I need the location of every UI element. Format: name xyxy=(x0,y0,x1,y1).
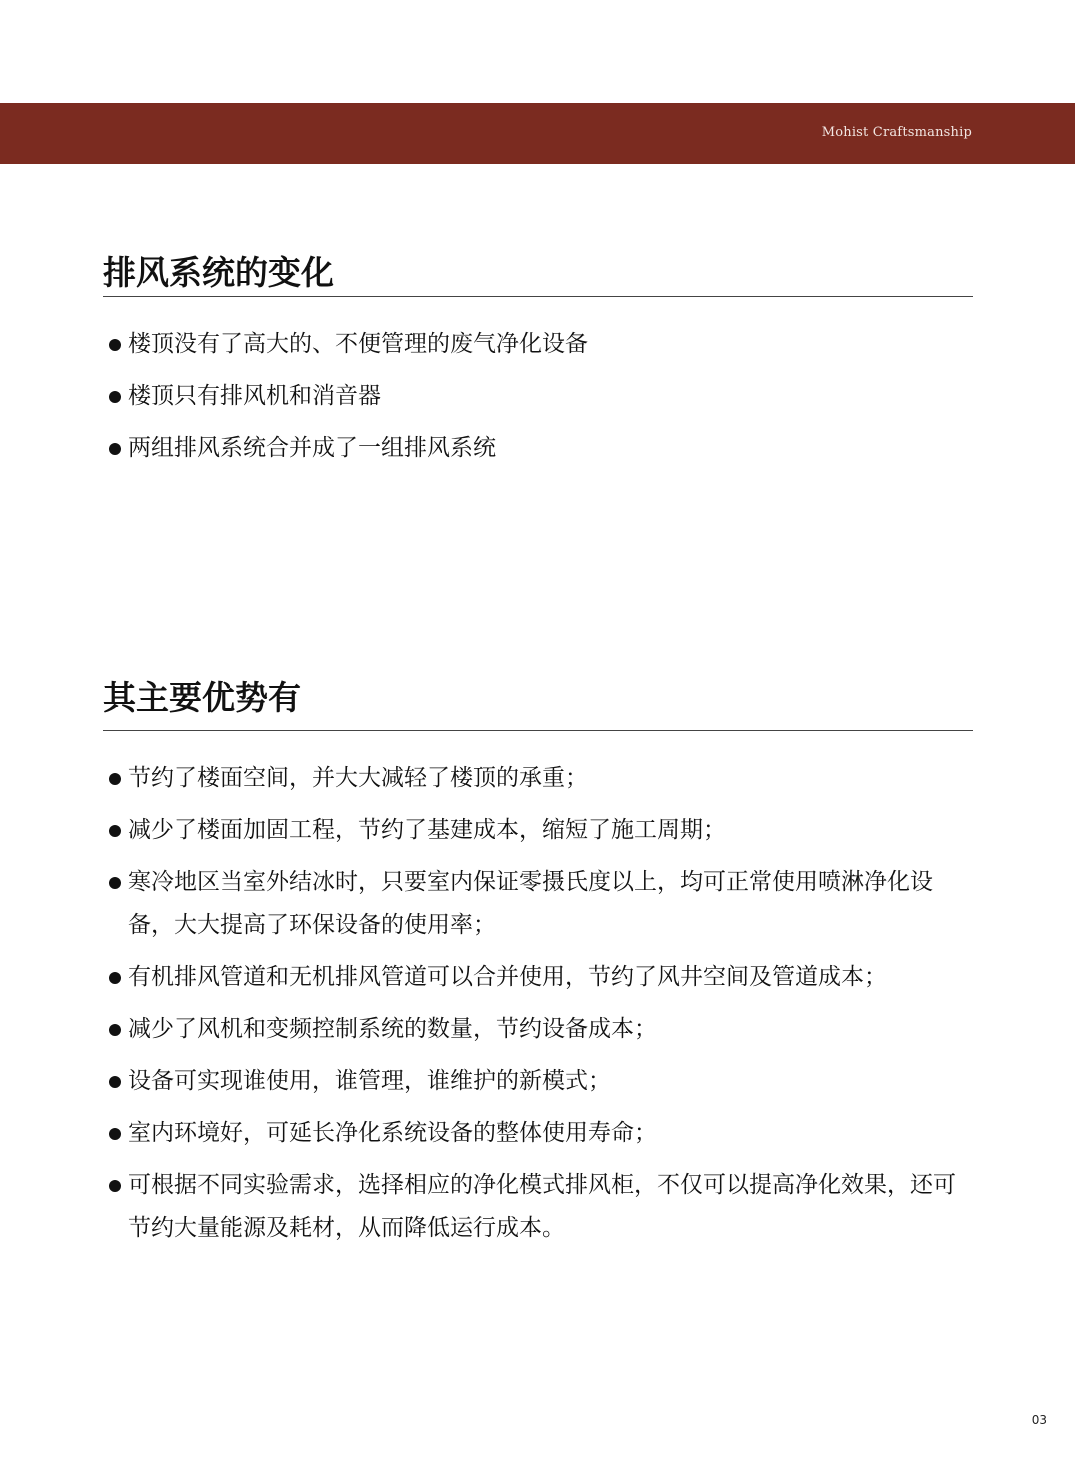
bullet-item: 减少了风机和变频控制系统的数量，节约设备成本； xyxy=(103,1008,973,1051)
bullet-item: 节约了楼面空间，并大大减轻了楼顶的承重； xyxy=(103,757,973,800)
section-divider xyxy=(103,730,973,731)
bullet-item: 设备可实现谁使用，谁管理，谁维护的新模式； xyxy=(103,1060,973,1103)
page-number: 03 xyxy=(1031,1413,1047,1427)
section-title: 排风系统的变化 xyxy=(103,253,334,292)
bullet-item: 楼顶没有了高大的、不便管理的废气净化设备 xyxy=(103,323,973,366)
header-band xyxy=(0,103,1075,164)
bullet-list xyxy=(103,323,973,470)
bullet-list xyxy=(103,757,973,1250)
brand-text: Mohist Craftsmanship xyxy=(821,125,972,140)
section-divider xyxy=(103,296,973,297)
bullet-item: 寒冷地区当室外结冰时，只要室内保证零摄氏度以上，均可正常使用喷淋净化设备，大大提高了环保设备的使用率； xyxy=(103,861,973,947)
bullet-item: 减少了楼面加固工程，节约了基建成本，缩短了施工周期； xyxy=(103,809,973,852)
section-title: 其主要优势有 xyxy=(103,678,301,717)
section-exhaust-changes xyxy=(103,252,973,479)
bullet-item: 两组排风系统合并成了一组排风系统 xyxy=(103,427,973,470)
section-main-advantages xyxy=(103,677,973,1259)
bullet-item: 有机排风管道和无机排风管道可以合并使用，节约了风井空间及管道成本； xyxy=(103,956,973,999)
bullet-item: 楼顶只有排风机和消音器 xyxy=(103,375,973,418)
bullet-item: 可根据不同实验需求，选择相应的净化模式排风柜，不仅可以提高净化效果，还可节约大量能源及耗材，从而降低运行成本。 xyxy=(103,1164,973,1250)
bullet-item: 室内环境好，可延长净化系统设备的整体使用寿命； xyxy=(103,1112,973,1155)
